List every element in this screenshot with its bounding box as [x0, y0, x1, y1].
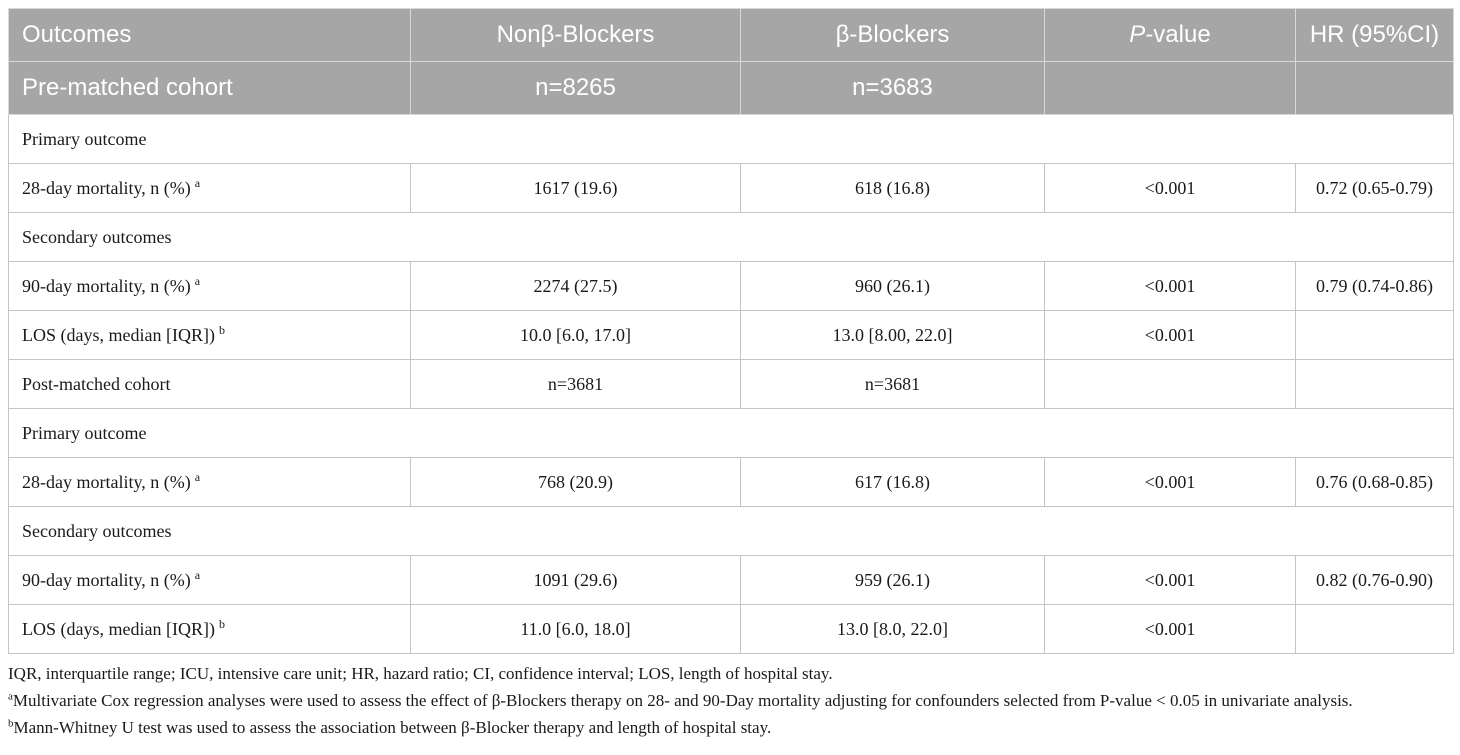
header-hr: HR (95%CI): [1296, 9, 1454, 62]
footnote-a-mark: a: [8, 690, 13, 703]
section-label: Primary outcome: [9, 409, 1454, 458]
header-beta-blockers: β-Blockers: [741, 9, 1045, 62]
section-row: [9, 115, 1454, 164]
outcome-label: 28-day mortality, n (%): [22, 471, 191, 492]
outcome-label-cell: [9, 262, 411, 311]
outcome-label: 90-day mortality, n (%): [22, 275, 191, 296]
beta-value: 960 (26.1): [741, 262, 1045, 311]
non-beta-value: 768 (20.9): [411, 458, 741, 507]
pre-matched-hr-empty: [1296, 62, 1454, 115]
header-p-value: [1045, 9, 1296, 62]
pre-matched-label: Pre-matched cohort: [9, 62, 411, 115]
header-row: [9, 9, 1454, 62]
table-row: [9, 164, 1454, 213]
non-beta-value: 2274 (27.5): [411, 262, 741, 311]
beta-value: 13.0 [8.0, 22.0]: [741, 605, 1045, 654]
section-label: Primary outcome: [9, 115, 1454, 164]
outcome-label-cell: [9, 605, 411, 654]
pre-matched-cohort-row: [9, 62, 1454, 115]
header-p-rest: -value: [1145, 21, 1211, 48]
hr-value: 0.82 (0.76-0.90): [1296, 556, 1454, 605]
hr-value: 0.76 (0.68-0.85): [1296, 458, 1454, 507]
non-beta-value: 10.0 [6.0, 17.0]: [411, 311, 741, 360]
header-p-italic: P: [1129, 21, 1146, 48]
post-matched-beta-n: n=3681: [741, 360, 1045, 409]
p-value: <0.001: [1045, 605, 1296, 654]
outcome-label: 28-day mortality, n (%): [22, 177, 191, 198]
section-label: Secondary outcomes: [9, 507, 1454, 556]
outcome-label: 90-day mortality, n (%): [22, 569, 191, 590]
table-row: [9, 605, 1454, 654]
section-row: [9, 507, 1454, 556]
p-value: <0.001: [1045, 458, 1296, 507]
pre-matched-non-beta-n: n=8265: [411, 62, 741, 115]
footnote-mark: a: [194, 273, 201, 288]
table-row: [9, 311, 1454, 360]
beta-value: 13.0 [8.00, 22.0]: [741, 311, 1045, 360]
p-value: <0.001: [1045, 262, 1296, 311]
header-outcomes: Outcomes: [9, 9, 411, 62]
footnote-b: [8, 717, 1453, 739]
table-footnotes: [8, 663, 1453, 739]
footnote-mark: a: [194, 567, 201, 582]
footnote-mark: b: [218, 322, 225, 337]
outcome-label-cell: [9, 164, 411, 213]
footnote-mark: a: [194, 175, 201, 190]
beta-value: 618 (16.8): [741, 164, 1045, 213]
hr-empty: [1296, 311, 1454, 360]
footnote-a: [8, 690, 1453, 712]
pre-matched-p-empty: [1045, 62, 1296, 115]
outcome-label-cell: [9, 556, 411, 605]
outcome-label: LOS (days, median [IQR]): [22, 324, 215, 345]
section-row: [9, 213, 1454, 262]
table-row: [9, 556, 1454, 605]
p-value: <0.001: [1045, 556, 1296, 605]
table-row: [9, 262, 1454, 311]
beta-value: 959 (26.1): [741, 556, 1045, 605]
table-container: [8, 8, 1453, 739]
outcome-label: LOS (days, median [IQR]): [22, 618, 215, 639]
footnote-a-text: Multivariate Cox regression analyses were used to assess the effect of β-Blockers therapy on 28- and 90-Day mortality adjusting for confounders selected from P-value < 0.05 in univariate analysis.: [12, 691, 1353, 710]
outcomes-table: [8, 8, 1454, 654]
section-row: [9, 409, 1454, 458]
post-matched-cohort-row: [9, 360, 1454, 409]
p-value: <0.001: [1045, 164, 1296, 213]
pre-matched-beta-n: n=3683: [741, 62, 1045, 115]
hr-value: 0.72 (0.65-0.79): [1296, 164, 1454, 213]
hr-value: 0.79 (0.74-0.86): [1296, 262, 1454, 311]
non-beta-value: 11.0 [6.0, 18.0]: [411, 605, 741, 654]
table-header: [9, 9, 1454, 115]
post-matched-hr-empty: [1296, 360, 1454, 409]
non-beta-value: 1617 (19.6): [411, 164, 741, 213]
section-label: Secondary outcomes: [9, 213, 1454, 262]
table-row: [9, 458, 1454, 507]
post-matched-p-empty: [1045, 360, 1296, 409]
beta-value: 617 (16.8): [741, 458, 1045, 507]
footnote-abbreviations: IQR, interquartile range; ICU, intensive care unit; HR, hazard ratio; CI, confidence interval; LOS, length of hospital stay.: [8, 664, 833, 683]
p-value: <0.001: [1045, 311, 1296, 360]
post-matched-label: Post-matched cohort: [9, 360, 411, 409]
outcome-label-cell: [9, 458, 411, 507]
non-beta-value: 1091 (29.6): [411, 556, 741, 605]
table-body: [9, 115, 1454, 654]
footnote-b-mark: b: [8, 717, 14, 730]
footnote-mark: b: [218, 616, 225, 631]
footnote-b-text: Mann-Whitney U test was used to assess the association between β-Blocker therapy and length of hospital stay.: [13, 718, 772, 737]
post-matched-non-beta-n: n=3681: [411, 360, 741, 409]
outcome-label-cell: [9, 311, 411, 360]
header-non-beta-blockers: Nonβ-Blockers: [411, 9, 741, 62]
footnote-mark: a: [194, 469, 201, 484]
hr-empty: [1296, 605, 1454, 654]
